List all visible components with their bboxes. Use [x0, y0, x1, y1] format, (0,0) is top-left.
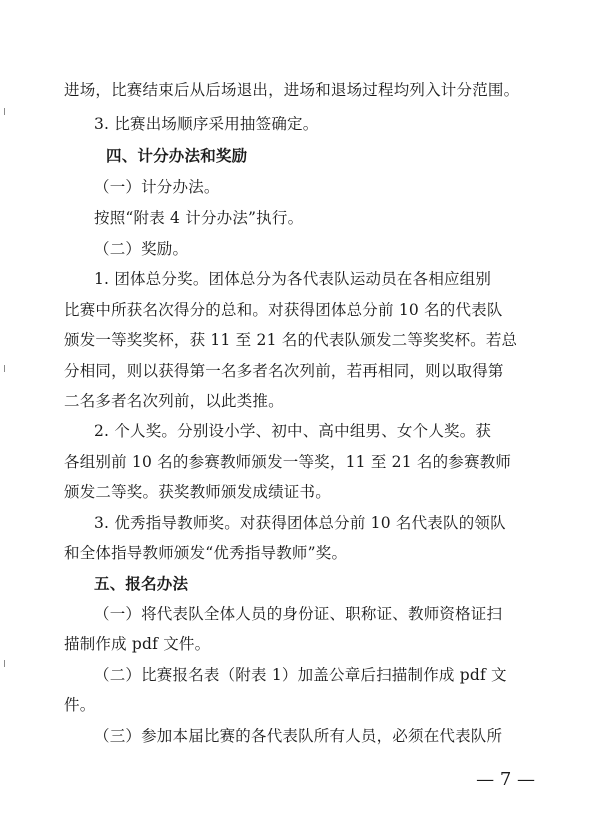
- text-line: 分相同，则以获得第一名多者名次列前，若再相同，则以取得第: [64, 362, 504, 380]
- subsection-heading: （二）奖励。: [94, 240, 189, 258]
- text-line: 和全体指导教师颁发“优秀指导教师”奖。: [64, 544, 348, 562]
- text-line: （二）比赛报名表（附表 1）加盖公章后扫描制作成 pdf 文: [94, 666, 507, 684]
- text-line: 件。: [64, 696, 96, 714]
- text-line: 比赛中所获名次得分的总和。对获得团体总分前 10 名的代表队: [64, 301, 503, 319]
- binding-mark: [4, 365, 5, 372]
- text-line: 3. 优秀指导教师奖。对获得团体总分前 10 名代表队的领队: [94, 514, 506, 532]
- subsection-heading: （一）计分办法。: [94, 178, 220, 196]
- binding-mark: [4, 660, 5, 667]
- text-line: 各组别前 10 名的参赛教师颁发一等奖，11 至 21 名的参赛教师: [64, 453, 512, 471]
- text-line: 2. 个人奖。分别设小学、初中、高中组男、女个人奖。获: [94, 422, 492, 440]
- text-line: 按照“附表 4 计分办法”执行。: [94, 209, 304, 227]
- text-line: （一）将代表队全体人员的身份证、职称证、教师资格证扫: [94, 605, 503, 623]
- text-line: 颁发一等奖奖杯，获 11 至 21 名的代表队颁发二等奖奖杯。若总: [64, 331, 518, 349]
- section-heading: 四、计分办法和奖励: [106, 146, 248, 165]
- section-heading: 五、报名办法: [94, 574, 189, 593]
- text-line: （三）参加本届比赛的各代表队所有人员，必须在代表队所: [94, 727, 503, 745]
- binding-mark: [4, 108, 5, 115]
- text-line: 进场，比赛结束后从后场退出，进场和退场过程均列入计分范围。: [64, 81, 520, 99]
- text-line: 颁发二等奖。获奖教师颁发成绩证书。: [64, 483, 331, 501]
- text-line: 二名多者名次列前，以此类推。: [64, 392, 284, 410]
- page-number: — 7 —: [476, 769, 535, 790]
- text-line: 3. 比赛出场顺序采用抽签确定。: [94, 115, 319, 133]
- text-line: 1. 团体总分奖。团体总分为各代表队运动员在各相应组别: [94, 270, 492, 288]
- text-line: 描制作成 pdf 文件。: [64, 635, 211, 653]
